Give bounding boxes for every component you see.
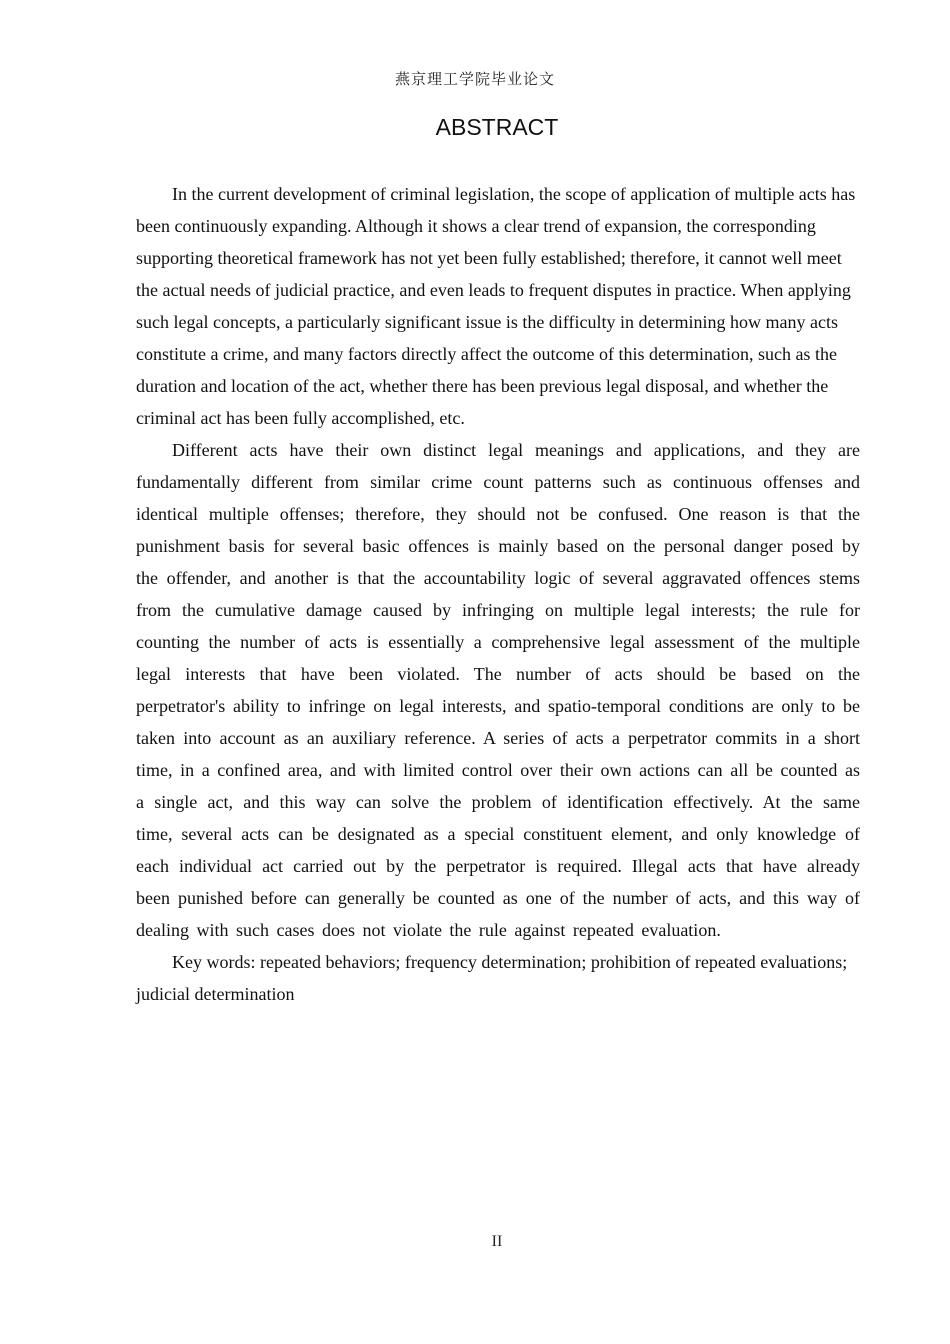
abstract-title: ABSTRACT bbox=[435, 114, 559, 140]
abstract-paragraph-1: In the current development of criminal legislation, the scope of application of multiple acts has been continuously expanding. Although it shows a clear trend of expansion, the corresponding supporting theoretical framework has not yet been fully established; therefore, it cannot well meet the actual needs of judicial practice, and even leads to frequent disputes in practice. When applying such legal concepts, a particularly significant issue is the difficulty in determining how many acts constitute a crime, and many factors directly affect the outcome of this determination, such as the duration and location of the act, whether there has been previous legal disposal, and whether the criminal act has been fully accomplished, etc. bbox=[136, 184, 856, 428]
abstract-paragraph-2: Different acts have their own distinct legal meanings and applications, and they are fundamentally different from similar crime count patterns such as continuous offenses and identical multiple offenses; therefore, they should not be confused. One reason is that the punishment basis for several basic offences is mainly based on the personal danger posed by the offender, and another is that the accountability logic of several aggravated offences stems from the cumulative damage caused by infringing on multiple legal interests; the rule for counting the number of acts is essentially a comprehensive legal assessment of the multiple legal interests that have been violated. The number of acts should be based on the perpetrator's ability to infringe on legal interests, and spatio-temporal conditions are only to be taken into account as an auxiliary reference. A series of acts a perpetrator commits in a short time, in a confined area, and with limited control over their own actions can all be counted as a single act, and this way can solve the problem of identification effectively. At the same time, several acts can be designated as a special constituent element, and only knowledge of each individual act carried out by the perpetrator is required. Illegal acts that have already been punished before can generally be counted as one of the number of acts, and this way of dealing with such cases does not violate the rule against repeated evaluation. bbox=[136, 440, 860, 940]
page-number: II bbox=[491, 1233, 503, 1250]
page-header: 燕京理工学院毕业论文 bbox=[394, 70, 555, 88]
abstract-body bbox=[136, 178, 860, 1010]
keywords: Key words: repeated behaviors; frequency determination; prohibition of repeated evaluations; judicial determination bbox=[136, 952, 848, 1004]
